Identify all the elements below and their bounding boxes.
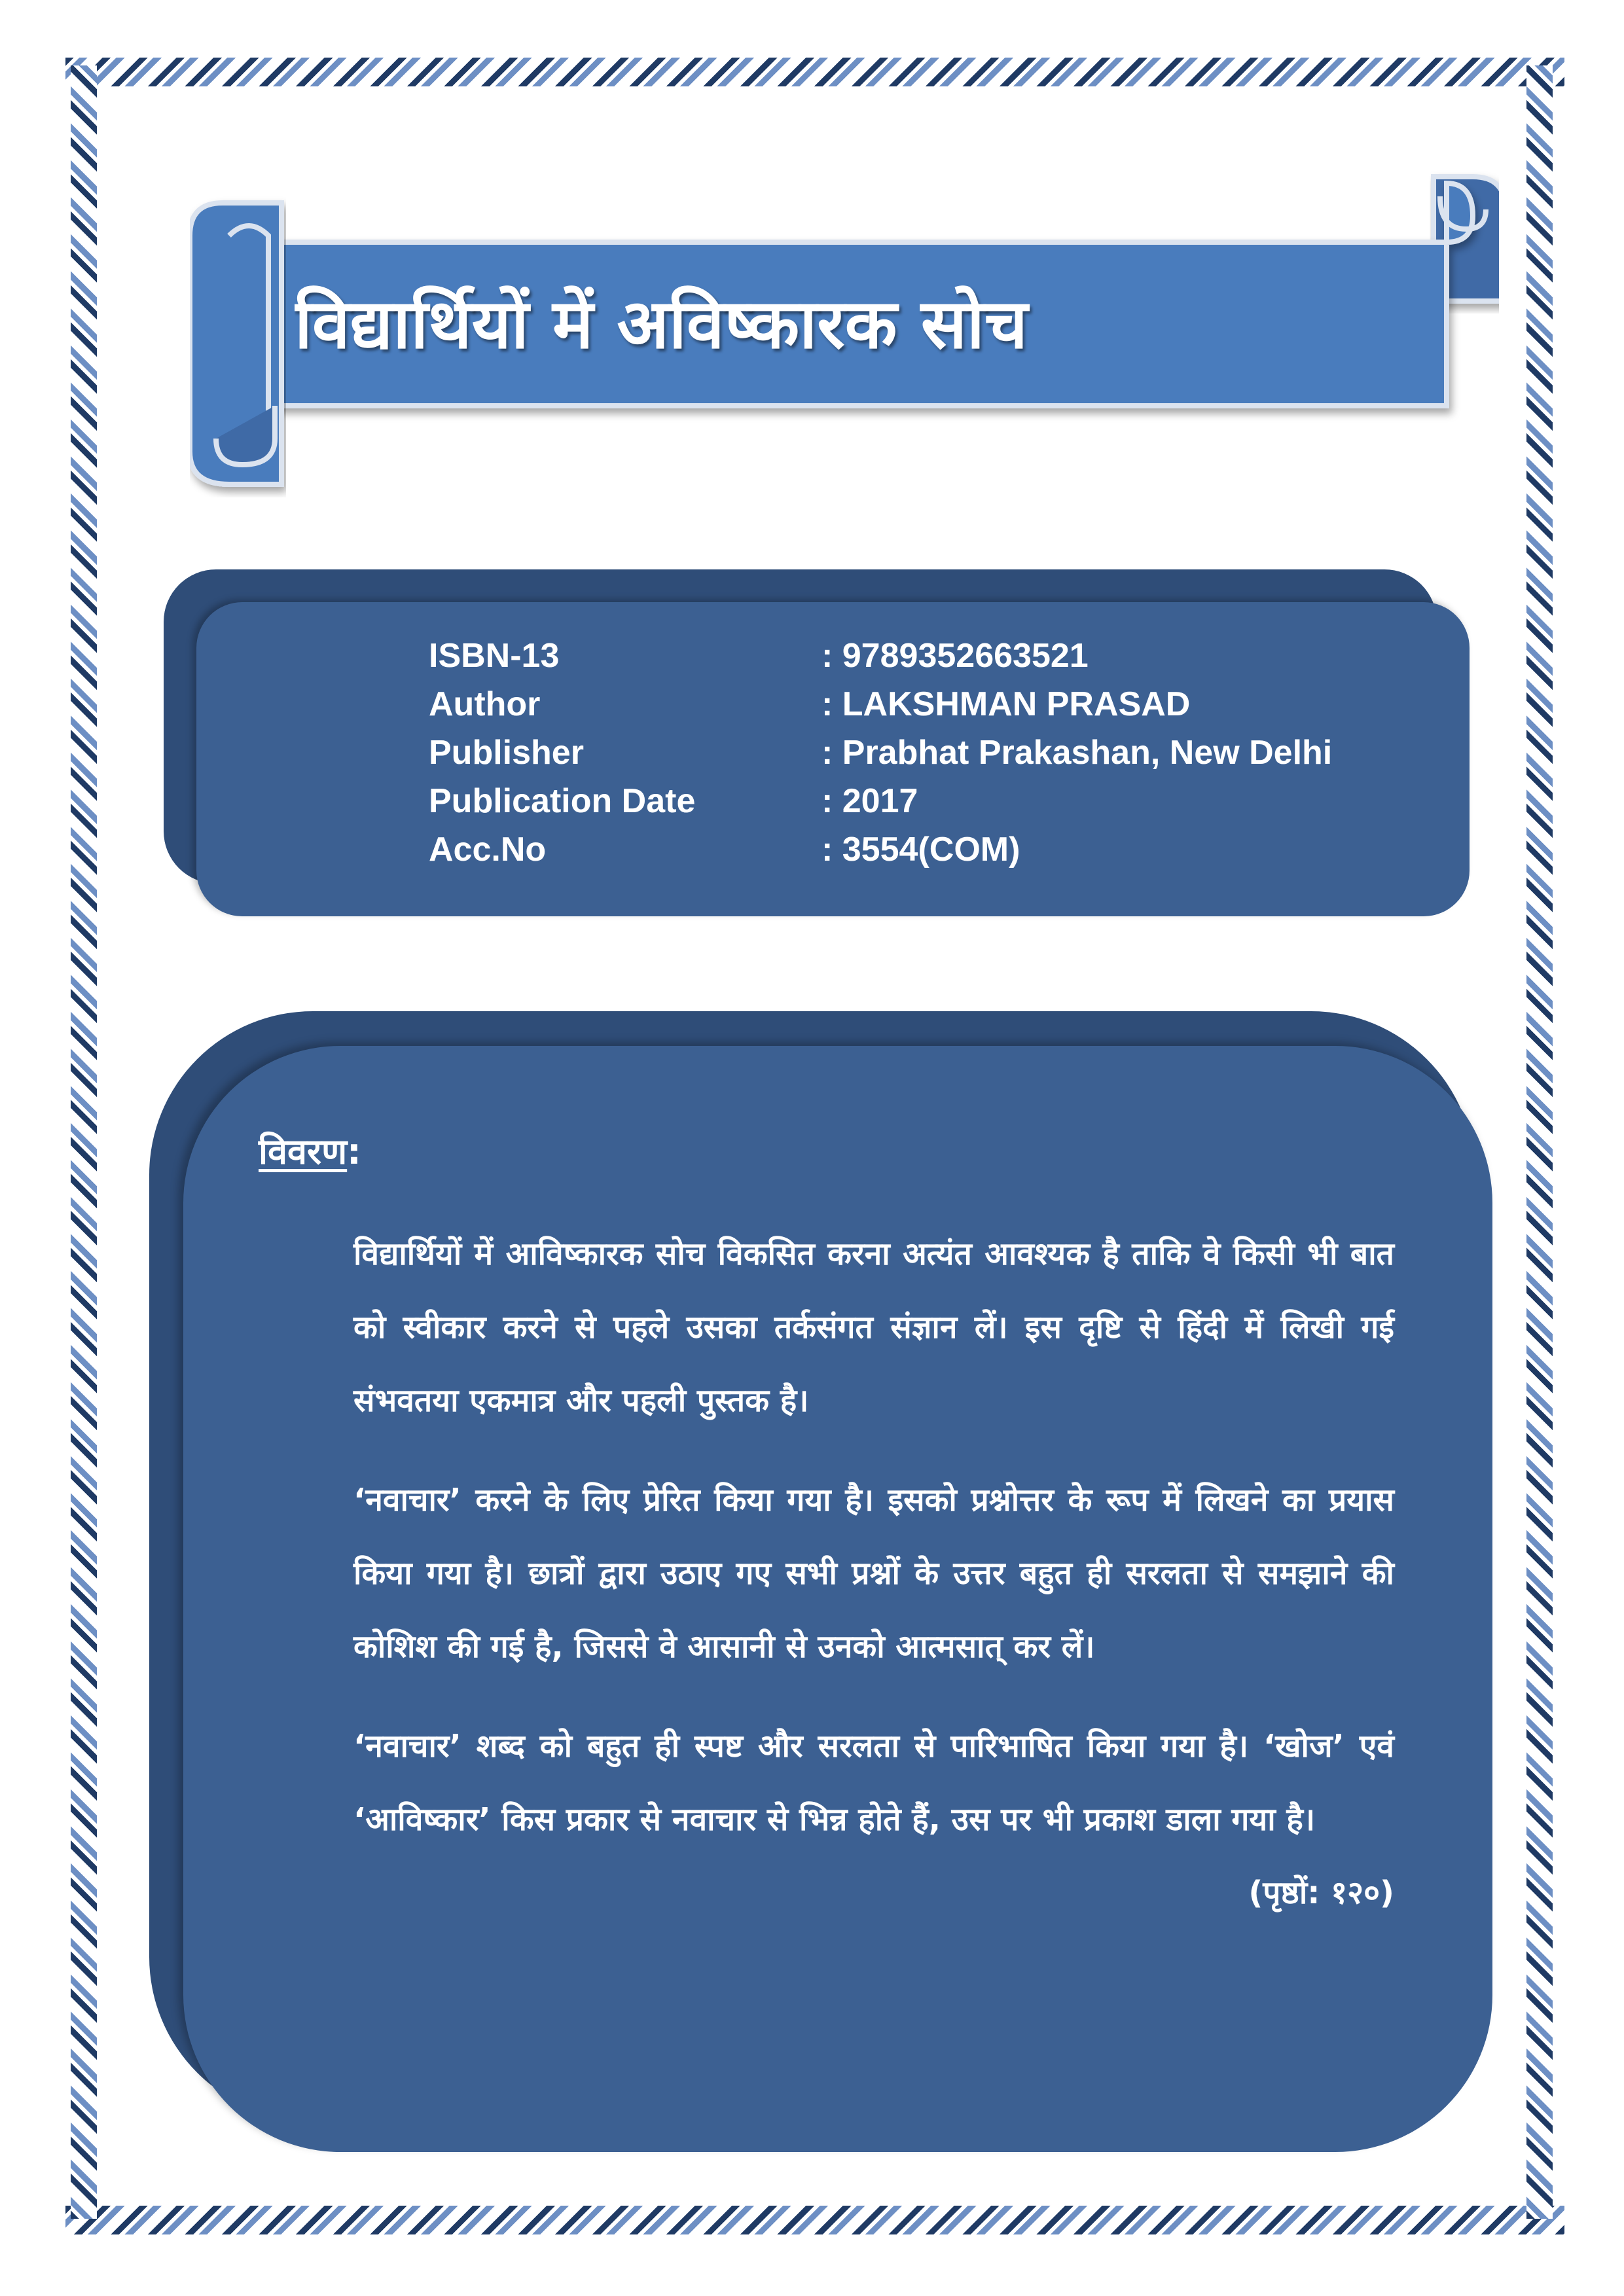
page-border-top	[65, 58, 1564, 86]
page-count: (पृष्ठों: १२०)	[1248, 1874, 1394, 1911]
description-paragraph-3	[353, 1710, 1394, 1911]
description-heading	[259, 1126, 361, 1178]
publisher-value: : Prabhat Prakashan, New Delhi	[821, 734, 1333, 772]
info-row-publication-date	[429, 777, 1470, 825]
isbn-label: ISBN-13	[429, 637, 560, 675]
info-row-acc-no	[429, 825, 1470, 874]
isbn-value: : 9789352663521	[821, 637, 1089, 675]
publication-date-label: Publication Date	[429, 782, 696, 820]
info-row-author	[429, 680, 1470, 728]
page-border-right	[1526, 65, 1553, 2219]
author-label: Author	[429, 685, 541, 723]
info-row-publisher	[429, 728, 1470, 777]
acc-no-label: Acc.No	[429, 831, 547, 869]
description-body	[353, 1217, 1394, 1929]
description-paragraph-1: विद्यार्थियों में आविष्कारक सोच विकसित करना अत्यंत आवश्यक है ताकि वे किसी भी बात को स्वीकार करने से पहले उसका तर्कसंगत संज्ञान लें। इस दृष्टि से हिंदी में लिखी गई संभवतया एकमात्र और पहली पुस्तक है।	[353, 1236, 1394, 1419]
description-heading-colon: :	[347, 1131, 361, 1172]
publication-date-value: : 2017	[821, 782, 918, 820]
description-paragraph-3-text: ‘नवाचार’ शब्द को बहुत ही स्पष्ट और सरलता से पारिभाषित किया गया है। ‘खोज’ एवं ‘आविष्कार’ किस प्रकार से नवाचार से भिन्न होते हैं, उस पर भी प्रकाश डाला गया है।	[353, 1728, 1394, 1838]
page-title: विद्यार्थियों में अविष्कारक सोच	[295, 284, 1028, 364]
page-border-left	[71, 65, 97, 2219]
page-border-bottom	[65, 2206, 1564, 2234]
author-value: : LAKSHMAN PRASAD	[821, 685, 1191, 723]
acc-no-value: : 3554(COM)	[821, 831, 1020, 869]
info-row-isbn	[429, 632, 1470, 680]
description-paragraph-2: ‘नवाचार’ करने के लिए प्रेरित किया गया है। इसको प्रश्नोत्तर के रूप में लिखने का प्रयास किया गया है। छात्रों द्वारा उठाए गए सभी प्रश्नों के उत्तर बहुत ही सरलता से समझाने की कोशिश की गई है, जिससे वे आसानी से उनको आत्मसात् कर लें।	[353, 1482, 1394, 1665]
description-heading-text: विवरण	[259, 1131, 348, 1172]
publisher-label: Publisher	[429, 734, 584, 772]
book-info-table	[429, 632, 1470, 874]
